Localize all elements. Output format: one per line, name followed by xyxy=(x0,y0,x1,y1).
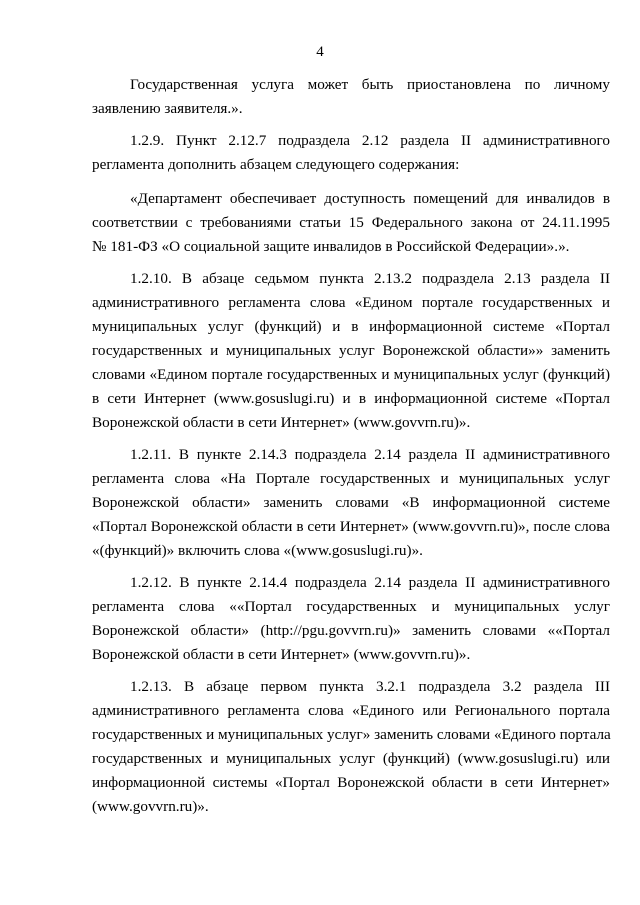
text-line: Воронежской области» (http://pgu.govvrn.ru)» заменить словами ««Портал xyxy=(92,622,610,639)
text-line: 1.2.12. В пункте 2.14.4 подраздела 2.14 раздела II административного xyxy=(130,574,610,591)
text-line: административного регламента слова «Едином портале государственных и xyxy=(92,294,610,311)
text-line: заявлению заявителя.». xyxy=(92,100,243,117)
text-line: государственных и муниципальных услуг» заменить словами «Единого портала xyxy=(92,726,611,743)
text-line: «(функций)» включить слова «(www.gosuslugi.ru)». xyxy=(92,542,423,559)
text-line: регламента слова «На Портале государственных и муниципальных услуг xyxy=(92,470,610,487)
text-line: 1.2.9. Пункт 2.12.7 подраздела 2.12 раздела II административного xyxy=(130,132,610,149)
text-line: Воронежской области в сети Интернет» (www.govvrn.ru)». xyxy=(92,646,471,663)
text-line: 1.2.10. В абзаце седьмом пункта 2.13.2 подраздела 2.13 раздела II xyxy=(130,270,610,287)
text-line: 1.2.11. В пункте 2.14.3 подраздела 2.14 раздела II административного xyxy=(130,446,610,463)
text-line: (www.govvrn.ru)». xyxy=(92,798,209,815)
text-line: словами «Едином портале государственных и муниципальных услуг (функций) xyxy=(92,366,610,383)
text-line: государственных и муниципальных услуг Воронежской области»» заменить xyxy=(92,342,610,359)
text-line: государственных и муниципальных услуг (функций) (www.gosuslugi.ru) или xyxy=(92,750,610,767)
text-line: соответствии с требованиями статьи 15 Федерального закона от 24.11.1995 xyxy=(92,214,610,231)
text-line: информационной системы «Портал Воронежской области в сети Интернет» xyxy=(92,774,610,791)
text-line: 1.2.13. В абзаце первом пункта 3.2.1 подраздела 3.2 раздела III xyxy=(130,678,610,695)
page-number: 4 xyxy=(316,44,324,60)
text-line: Воронежской области в сети Интернет» (www.govvrn.ru)». xyxy=(92,414,471,431)
text-line: регламента дополнить абзацем следующего содержания: xyxy=(92,156,460,173)
text-line: регламента слова ««Портал государственных и муниципальных услуг xyxy=(92,598,610,615)
text-line: муниципальных услуг (функций) и в информационной системе «Портал xyxy=(92,318,610,335)
text-line: № 181-ФЗ «О социальной защите инвалидов в Российской Федерации».». xyxy=(92,238,570,255)
text-line: административного регламента слова «Единого или Регионального портала xyxy=(92,702,610,719)
text-line: в сети Интернет (www.gosuslugi.ru) и в информационной системе «Портал xyxy=(92,390,610,407)
text-line: «Портал Воронежской области в сети Интернет» (www.govvrn.ru)», после слова xyxy=(92,518,610,535)
text-line: Воронежской области» заменить словами «В информационной системе xyxy=(92,494,610,511)
text-line: Государственная услуга может быть приостановлена по личному xyxy=(130,76,610,93)
text-line: «Департамент обеспечивает доступность помещений для инвалидов в xyxy=(130,190,610,207)
